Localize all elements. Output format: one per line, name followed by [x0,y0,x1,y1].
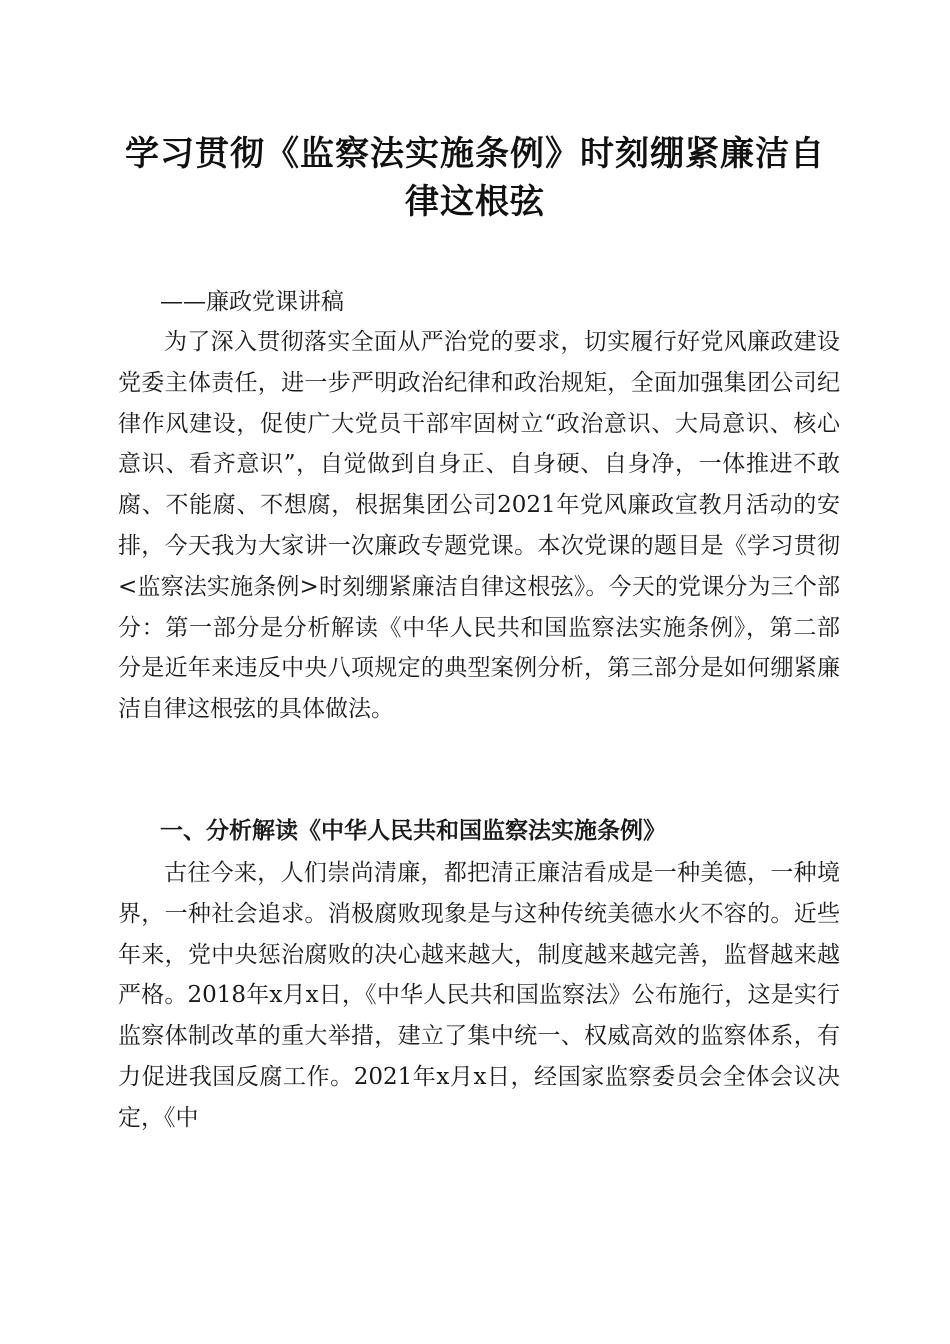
document-subtitle: ——廉政党课讲稿 [160,289,344,315]
section-paragraph: 古往今来，人们崇尚清廉，都把清正廉洁看成是一种美德，一种境界，一种社会追求。消极腐败现象是与这种传统美德水火不容的。近些年来，党中央惩治腐败的决心越来越大，制度越来越完善，监督越来越严格。2018年x月x日，《中华人民共和国监察法》公布施行，这是实行监察体制改革的重大举措，建立了集中统一、权威高效的监察体系，有力促进我国反腐工作。2021年x月x日，经国家监察委员会全体会议决定，《中 [118,860,840,1131]
document-title: 学习贯彻《监察法实施条例》时刻绷紧廉洁自律这根弦 [125,134,825,222]
intro-paragraph: 为了深入贯彻落实全面从严治党的要求，切实履行好党风廉政建设党委主体责任，进一步严明政治纪律和政治规矩，全面加强集团公司纪律作风建设，促使广大党员干部牢固树立“政治意识、大局意识、核心意识、看齐意识”，自觉做到自身正、自身硬、自身净，一体推进不敢腐、不能腐、不想腐，根据集团公司2021年党风廉政宣教月活动的安排，今天我为大家讲一次廉政专题党课。本次党课的题目是《学习贯彻<监察法实施条例>时刻绷紧廉洁自律这根弦》。今天的党课分为三个部分：第一部分是分析解读《中华人民共和国监察法实施条例》，第二部分是近年来违反中央八项规定的典型案例分析，第三部分是如何绷紧廉洁自律这根弦的具体做法。 [118,329,840,723]
section-heading: 一、分析解读《中华人民共和国监察法实施条例》 [160,818,666,844]
